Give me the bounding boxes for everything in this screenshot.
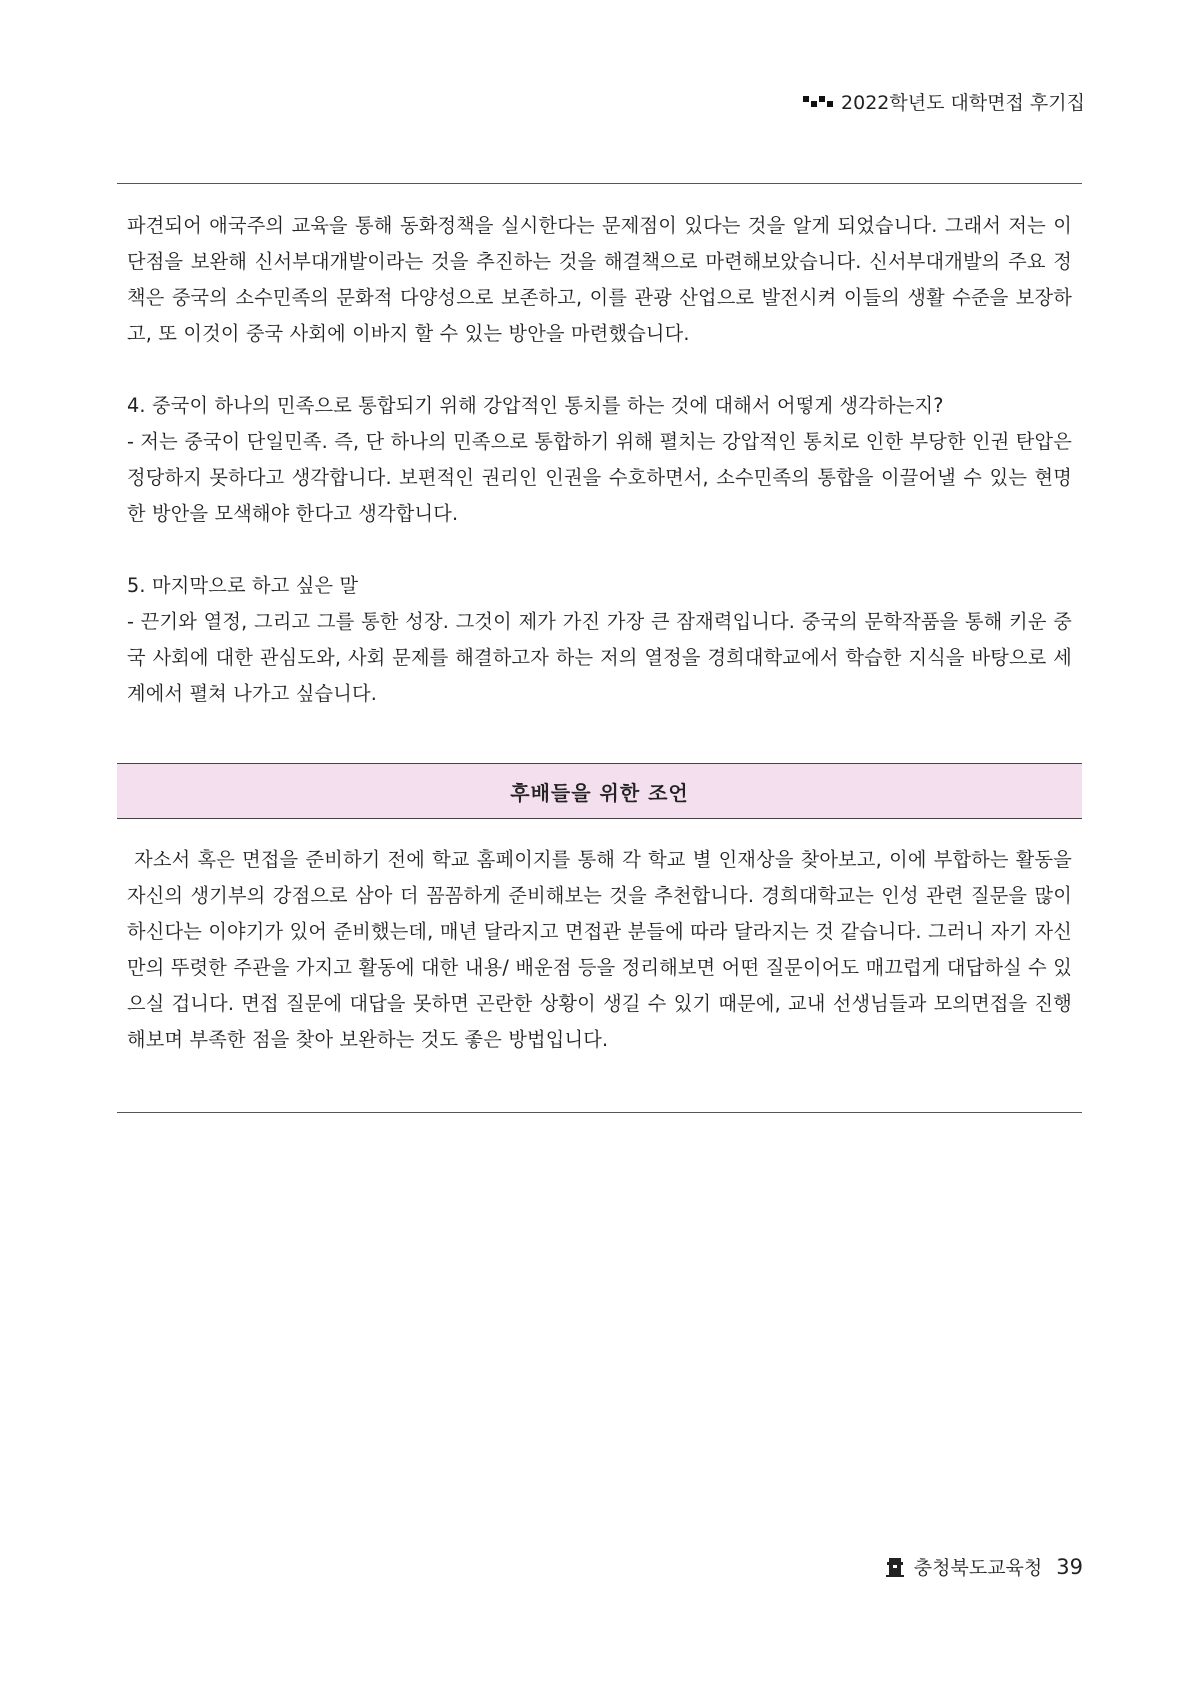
header-title: 2022학년도 대학면접 후기집 [841,92,1085,114]
bottom-divider [117,1112,1082,1113]
education-office-logo-icon [884,1556,906,1578]
advice-body: 자소서 혹은 면접을 준비하기 전에 학교 홈페이지를 통해 각 학교 별 인재상을 찾아보고, 이에 부합하는 활동을 자신의 생기부의 강점으로 삼아 더 꼼꼼하게 준비해보는 것을 추천합니다. 경희대학교는 인성 관련 질문을 많이 하신다는 이야기가 있어 준비했는데, 매년 달라지고 면접관 분들에 따라 달라지는 것 같습니다. 그러니 자기 자신만의 뚜렷한 주관을 가지고 활동에 대한 내용/ 배운점 등을 정리해보면 어떤 질문이어도 매끄럽게 대답하실 수 있으실 겁니다. 면접 질문에 대답을 못하면 곤란한 상황이 생길 수 있기 때문에, 교내 선생님들과 모의면접을 진행해보며 부족한 점을 찾아 보완하는 것도 좋은 방법입니다. [127,848,1079,1051]
advice-section [127,842,1079,1058]
body-paragraph: 파견되어 애국주의 교육을 통해 동화정책을 실시한다는 문제점이 있다는 것을 알게 되었습니다. 그래서 저는 이 단점을 보완해 신서부대개발이라는 것을 추진하는 것을 해결책으로 마련해보았습니다. 신서부대개발의 주요 정책은 중국의 소수민족의 문화적 다양성으로 보존하고, 이를 관광 산업으로 발전시켜 이들의 생활 수준을 보장하고, 또 이것이 중국 사회에 이바지 할 수 있는 방안을 마련했습니다. [127,214,1072,345]
page-footer [884,1553,1083,1580]
answer-5: - 끈기와 열정, 그리고 그를 통한 성장. 그것이 제가 가진 가장 큰 잠재력입니다. 중국의 문학작품을 통해 키운 중국 사회에 대한 관심도와, 사회 문제를 해결하고자 하는 저의 열정을 경희대학교에서 학습한 지식을 바탕으로 세계에서 펼쳐 나가고 싶습니다. [127,610,1072,705]
running-header [803,88,1085,115]
advice-heading: 후배들을 위한 조언 [510,780,689,805]
question-5: 5. 마지막으로 하고 싶은 말 [127,574,359,597]
advice-heading-box [117,763,1082,819]
main-content [127,208,1072,712]
footer-org: 충청북도교육청 [913,1557,1043,1579]
question-4: 4. 중국이 하나의 민족으로 통합되기 위해 강압적인 통치를 하는 것에 대해서 어떻게 생각하는지? [127,394,944,417]
answer-4: - 저는 중국이 단일민족. 즉, 단 하나의 민족으로 통합하기 위해 펼치는 강압적인 통치로 인한 부당한 인권 탄압은 정당하지 못하다고 생각합니다. 보편적인 권리인 인권을 수호하면서, 소수민족의 통합을 이끌어낼 수 있는 현명한 방안을 모색해야 한다고 생각합니다. [127,430,1072,525]
page-number: 39 [1056,1554,1083,1579]
header-mark-icon [803,96,833,107]
top-divider [117,183,1082,184]
